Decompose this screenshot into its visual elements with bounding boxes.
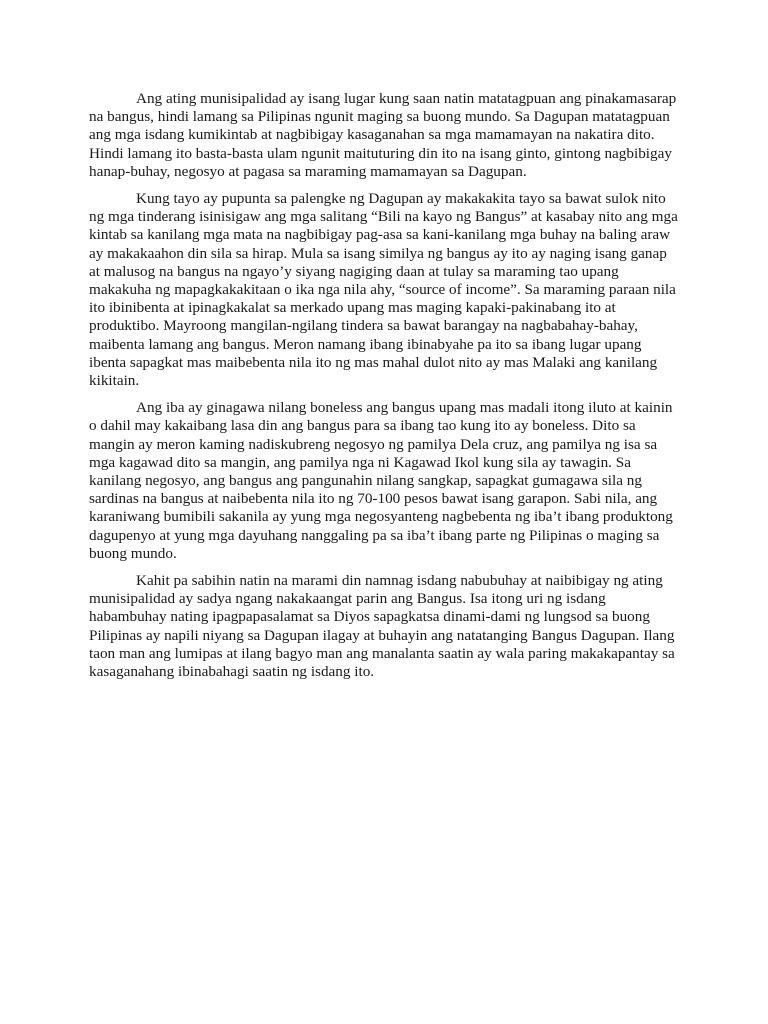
document-page xyxy=(89,90,683,690)
text-line: hanap-buhay, negosyo at pagasa sa maraming mamamayan sa Dagupan. xyxy=(89,162,527,180)
text-line: na bangus, hindi lamang sa Pilipinas ngunit maging sa buong mundo. Sa Dagupan matatagpuan xyxy=(89,108,670,126)
text-line: ay makakaahon din sila sa hirap. Mula sa isang similya ng bangus ay ito ay naging isang ganap xyxy=(89,244,667,262)
text-line: at malusog na bangus na ngayo’y siyang nagiging daan at tulay sa maraming tao upang xyxy=(89,262,619,280)
text-line: karaniwang bumibili sakanila ay yung mga negosyanteng nagbebenta ng iba’t ibang produktong xyxy=(89,508,673,526)
text-line: kikitain. xyxy=(89,372,140,390)
text-line: ang mga isdang kumikintab at nagbibigay kasaganahan sa mga mamamayan na nakatira dito. xyxy=(89,126,655,144)
text-line: Ang ating munisipalidad ay isang lugar kung saan natin matatagpuan ang pinakamasarap xyxy=(136,90,677,107)
text-line: kintab sa kanilang mga mata na nagbibigay pag-asa sa kani-kanilang mga buhay na baling araw xyxy=(89,226,671,244)
paragraph-1 xyxy=(89,90,683,181)
text-line: Hindi lamang ito basta-basta ulam ngunit maituturing din ito na isang ginto, gintong nagbibigay xyxy=(89,144,672,162)
text-line: taon man ang lumipas at ilang bagyo man ang manalanta saatin ay wala paring makakapantay sa xyxy=(89,644,675,662)
paragraph-3 xyxy=(89,399,683,563)
text-line: mangin ay meron kaming nadiskubreng negosyo ng pamilya Dela cruz, ang pamilya ng isa sa xyxy=(89,435,658,453)
text-line: Kung tayo ay pupunta sa palengke ng Dagupan ay makakakita tayo sa bawat sulok nito xyxy=(136,190,666,208)
text-line: ito ibinibenta at ipinagkakalat sa merkado upang mas maging kapaki-pakinabang ito at xyxy=(89,299,616,317)
paragraph-4 xyxy=(89,572,683,681)
text-line: o dahil may kakaibang lasa din ang bangus para sa ibang tao kung ito ay boneless. Dito sa xyxy=(89,417,636,435)
text-line: makakuha ng mapagkakakitaan o ika nga nila ahy, “source of income”. Sa maraming paraan nila xyxy=(89,281,676,299)
text-line: ibenta sapagkat mas maibebenta nila ito ng mas mahal dulot nito ay mas Malaki ang kanilang xyxy=(89,353,658,371)
text-line: produktibo. Mayroong mangilan-ngilang tindera sa bawat barangay na nagbabahay-bahay, xyxy=(89,317,638,335)
text-line: Pilipinas ay napili niyang sa Dagupan ilagay at buhayin ang natatanging Bangus Dagupan. Ilang xyxy=(89,626,675,644)
text-line: Kahit pa sabihin natin na marami din namnag isdang nabubuhay at naibibigay ng ating xyxy=(136,572,663,590)
text-line: buong mundo. xyxy=(89,544,177,562)
text-line: mga kagawad dito sa mangin, ang pamilya nga ni Kagawad Ikol kung sila ay tawagin. Sa xyxy=(89,453,631,471)
text-line: kanilang negosyo, ang bangus ang pangunahin nilang sangkap, sapagkat gumagawa sila ng xyxy=(89,472,642,490)
text-line: dagupenyo at yung mga dayuhang nanggaling pa sa iba’t ibang parte ng Pilipinas o maging sa xyxy=(89,526,660,544)
text-line: ng mga tinderang isinisigaw ang mga salitang “Bili na kayo ng Bangus” at kasabay nito ang mga xyxy=(89,208,678,226)
text-line: sardinas na bangus at naibebenta nila ito ng 70-100 pesos bawat isang garapon. Sabi nila, ang xyxy=(89,490,658,508)
text-line: Ang iba ay ginagawa nilang boneless ang bangus upang mas madali itong iluto at kainin xyxy=(136,399,673,417)
paragraph-2 xyxy=(89,190,683,390)
text-line: habambuhay nating ipagpapasalamat sa Diyos sapagkatsa dinami-dami ng lungsod sa buong xyxy=(89,608,650,626)
text-line: munisipalidad ay sadya ngang nakakaangat parin ang Bangus. Isa itong uri ng isdang xyxy=(89,590,606,608)
text-line: kasaganahang ibinabahagi saatin ng isdang ito. xyxy=(89,663,375,681)
text-line: maibenta lamang ang bangus. Meron namang ibang ibinabyahe pa ito sa ibang lugar upang xyxy=(89,335,642,353)
